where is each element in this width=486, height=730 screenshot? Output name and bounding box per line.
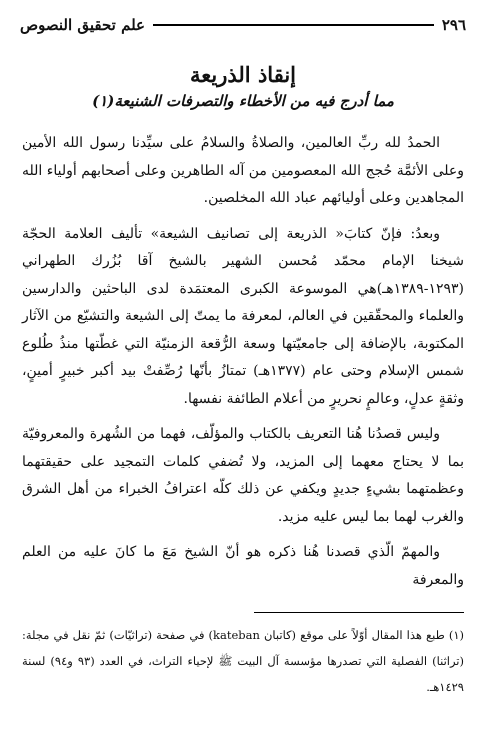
paragraph-4: والمهمّ الّذي قصدنا هُنا ذكره هو أنّ الشيخ مَعَ ما كانَ عليه من العلم والمعرفة [22, 544, 464, 588]
paragraph-1: الحمدُ لله ربِّ العالمين، والصلاةُ والسلامُ على سيِّدنا رسول الله الأمين وعلى الأئمَّة حُجج الله المعصومين من آله الطاهرين وعلى أصحابهم أولياء الله المجاهدين وعلى أوليائهم عباد الله المخلصين. [22, 135, 464, 206]
header-rule [153, 24, 434, 26]
article-title: إنقاذ الذريعة [190, 62, 296, 87]
article-subtitle: مما أدرج فيه من الأخطاء والتصرفات الشنيعة(١) [92, 92, 394, 110]
book-title: علم تحقيق النصوص [20, 16, 145, 34]
footnote [22, 622, 464, 700]
paragraph-3: وليس قصدُنا هُنا التعريف بالكتاب والمؤلّف، فهما من الشُهرة والمعروفيّة بما لا يحتاج معهما إلى المزيد، ولا تُضفي كلمات التمجيد على حقيقتهما وعظمتهما بشيءٍ جديدٍ ويكفي عن ذلك كلّه اعترافُ الخبراء من أهل الشرق والغرب لهما بما ليس عليه مزيد. [22, 426, 464, 525]
footnote-text: (١) طبع هذا المقال أوّلاً على موقع (كاتبان kateban) في صفحة (تراثيّات) ثمّ نقل في مجلة: (تراثنا) الفصلية التي تصدرها مؤسسة آل البيت ﷺ لإحياء التراث، في العدد (٩٣ و٩٤) لسنة ١٤٢٩هـ. [22, 628, 464, 694]
page-header [20, 14, 466, 36]
footnote-separator [254, 612, 464, 613]
paragraph-2: وبعدُ: فإنّ كتابَ« الذريعة إلى تصانيف الشيعة» تأليف العلامة الحجّة شيخنا الإمام محمّد مُحسن الشهير بالشيخ آقا بُزُرك الطهراني (١٢٩٣-١٣٨٩هـ)هي الموسوعة الكبرى المعتمَدة لدى الباحثين والدارسين والعلماء والمحقّقين في العالم، لمعرفة ما يمتّ إلى الشيعة والتشيّع من الآثار المكتوبة، بالإضافة إلى جامعيّتها وسعة الرُّقعة الزمنيّة التي غطّتها منذُ طُلوع شمس الإسلام وحتى عام (١٣٧٧هـ) تمتازُ بأنّها رُصِّفتْ بيد أكبر خبيرٍ أمينٍ، وثقةٍ عدلٍ، وعالمٍ نحريرٍ من أعلام الطائفة نفسها. [22, 225, 464, 407]
page-number: ٢٩٦ [441, 16, 466, 34]
article-body [22, 130, 464, 602]
